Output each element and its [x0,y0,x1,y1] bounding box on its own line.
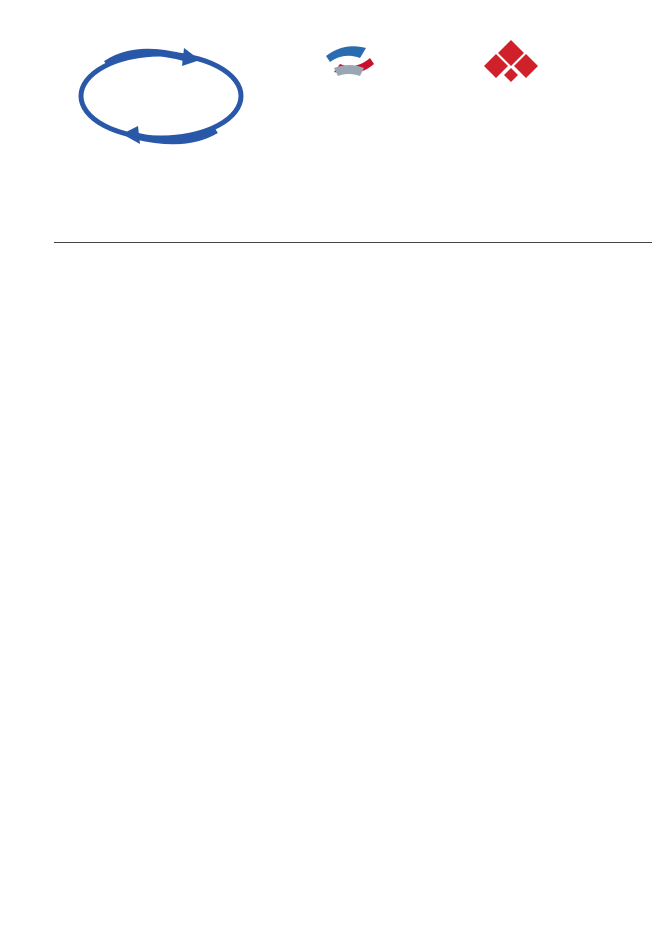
list-item-text [133,787,651,812]
stecol-logo [456,38,566,120]
list-item [133,343,651,368]
list-item [133,763,651,788]
list-item-text [133,714,651,739]
list-item-text [133,612,651,637]
header-divider [54,242,652,243]
list-item-text [133,562,651,587]
list-item-text [133,416,651,441]
list-item [133,416,651,466]
list-item-text [133,884,651,909]
list-item [133,884,651,934]
sinohydro-logo [298,40,402,120]
list-item [133,690,651,715]
list-item-text [133,270,651,295]
list-item [133,537,651,587]
list-item [133,714,651,764]
list-item-text [133,587,651,612]
list-item-text [133,464,651,489]
list-item-text [133,294,651,319]
list-item-text [133,343,651,368]
list-item [133,294,651,344]
list-item-text [133,367,651,392]
list-item-text [133,909,651,934]
list-item [133,464,651,489]
list-item-text [133,763,651,788]
list-item [133,270,651,295]
list-item-text [133,489,651,514]
list-item-text [133,861,651,886]
list-item [133,836,651,886]
list-item [133,367,651,417]
list-item [133,489,651,514]
list-item [133,587,651,637]
list-item [133,787,651,837]
list-item-text [133,739,651,764]
stecol-emblem-icon [482,38,540,84]
list-item-text [133,441,651,466]
list-item-text [133,392,651,417]
list-item-text [133,836,651,861]
list-item-text [133,319,651,344]
list-item-text [133,537,651,562]
sinohydro-emblem-icon [320,42,380,86]
intercor-logo [76,46,246,146]
list-item-text [133,690,651,715]
list-item-text [133,812,651,837]
